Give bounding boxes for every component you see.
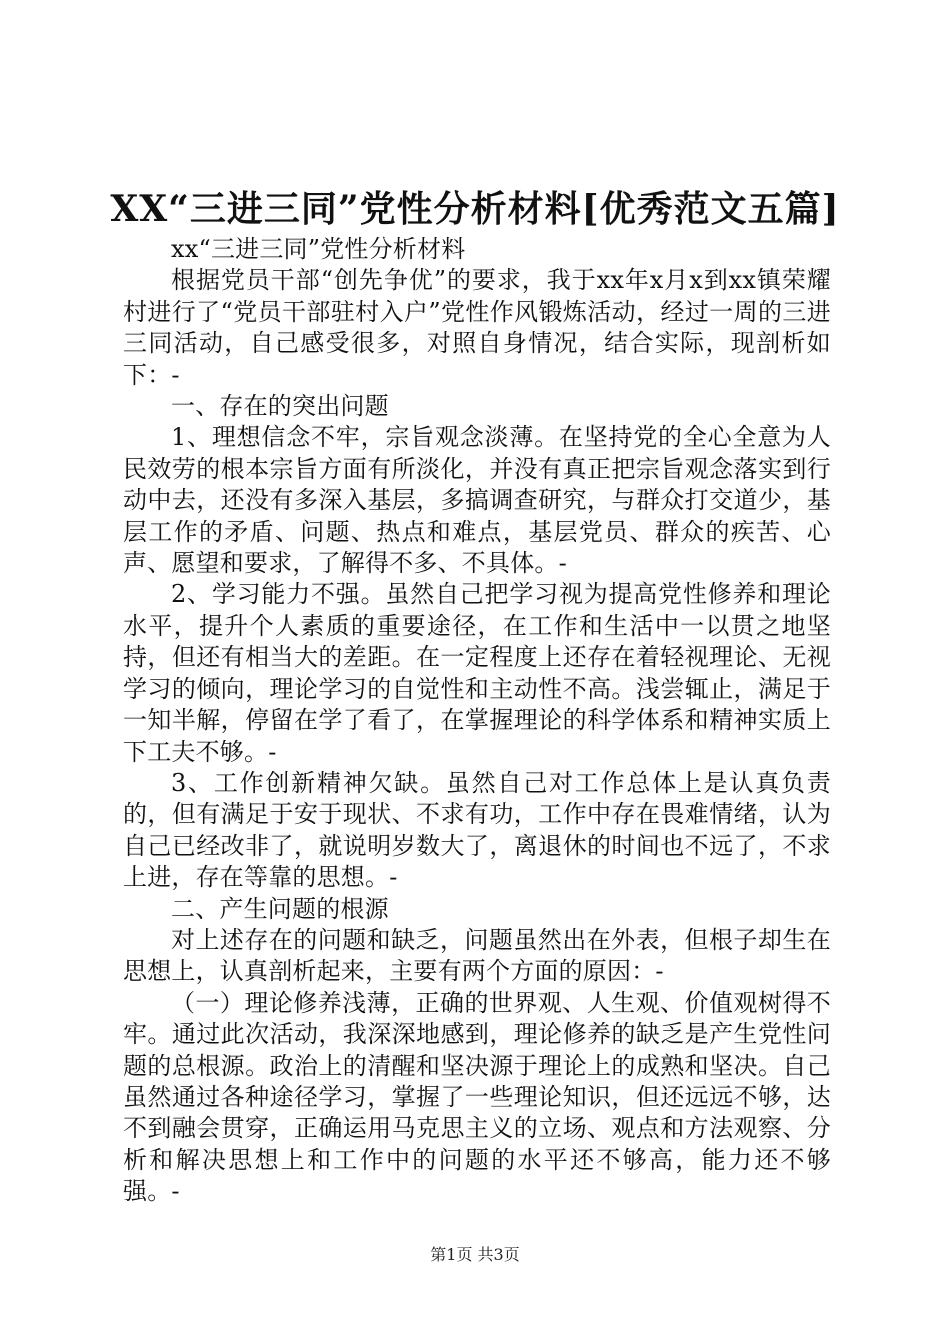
- problem-paragraph-2: 2、学习能力不强。虽然自己把学习视为提高党性修养和理论水平，提升个人素质的重要途径，在工作和生活中一以贯之地坚持，但还有相当大的差距。在一定程度上还存在着轻视理论、无视学习的倾向，理论学习的自觉性和主动性不高。浅尝辄止，满足于一知半解，停留在学了看了，在掌握理论的科学体系和精神实质上下工夫不够。-: [123, 580, 831, 766]
- subtitle-paragraph: xx“三进三同”党性分析材料: [171, 235, 466, 263]
- cause-intro-paragraph: 对上述存在的问题和缺乏，问题虽然出在外表，但根子却生在思想上，认真剖析起来，主要有两个方面的原因：-: [123, 925, 831, 986]
- page-footer: 第1页 共3页: [430, 1245, 520, 1264]
- problem-paragraph-3: 3、工作创新精神欠缺。虽然自己对工作总体上是认真负责的，但有满足于安于现状、不求有功，工作中存在畏难情绪，认为自己已经改非了，就说明岁数大了，离退休的时间也不远了，不求上进，存在等靠的思想。-: [123, 768, 831, 892]
- intro-paragraph: 根据党员干部“创先争优”的要求，我于xx年x月x到xx镇荣耀村进行了“党员干部驻村入户”党性作风锻炼活动，经过一周的三进三同活动，自己感受很多，对照自身情况，结合实际，现剖析如下：-: [123, 266, 831, 389]
- cause-paragraph-1: （一）理论修养浅薄，正确的世界观、人生观、价值观树得不牢。通过此次活动，我深深地感到，理论修养的缺乏是产生党性问题的总根源。政治上的清醒和坚决源于理论上的成熟和坚决。自己虽然通过各种途径学习，掌握了一些理论知识，但还远远不够，达不到融会贯穿，正确运用马克思主义的立场、观点和方法观察、分析和解决思想上和工作中的问题的水平还不够高，能力还不够强。-: [123, 988, 831, 1206]
- document-body: [123, 234, 831, 1208]
- document-title: XX“三进三同”党性分析材料[优秀范文五篇]: [110, 188, 840, 230]
- section-heading-1: 一、存在的突出问题: [171, 392, 389, 421]
- section-heading-2: 二、产生问题的根源: [171, 894, 389, 923]
- problem-paragraph-1: 1、理想信念不牢，宗旨观念淡薄。在坚持党的全心全意为人民效劳的根本宗旨方面有所淡化，并没有真正把宗旨观念落实到行动中去，还没有多深入基层，多搞调查研究，与群众打交道少，基层工作的矛盾、问题、热点和难点，基层党员、群众的疾苦、心声、愿望和要求，了解得不多、不具体。-: [123, 423, 831, 578]
